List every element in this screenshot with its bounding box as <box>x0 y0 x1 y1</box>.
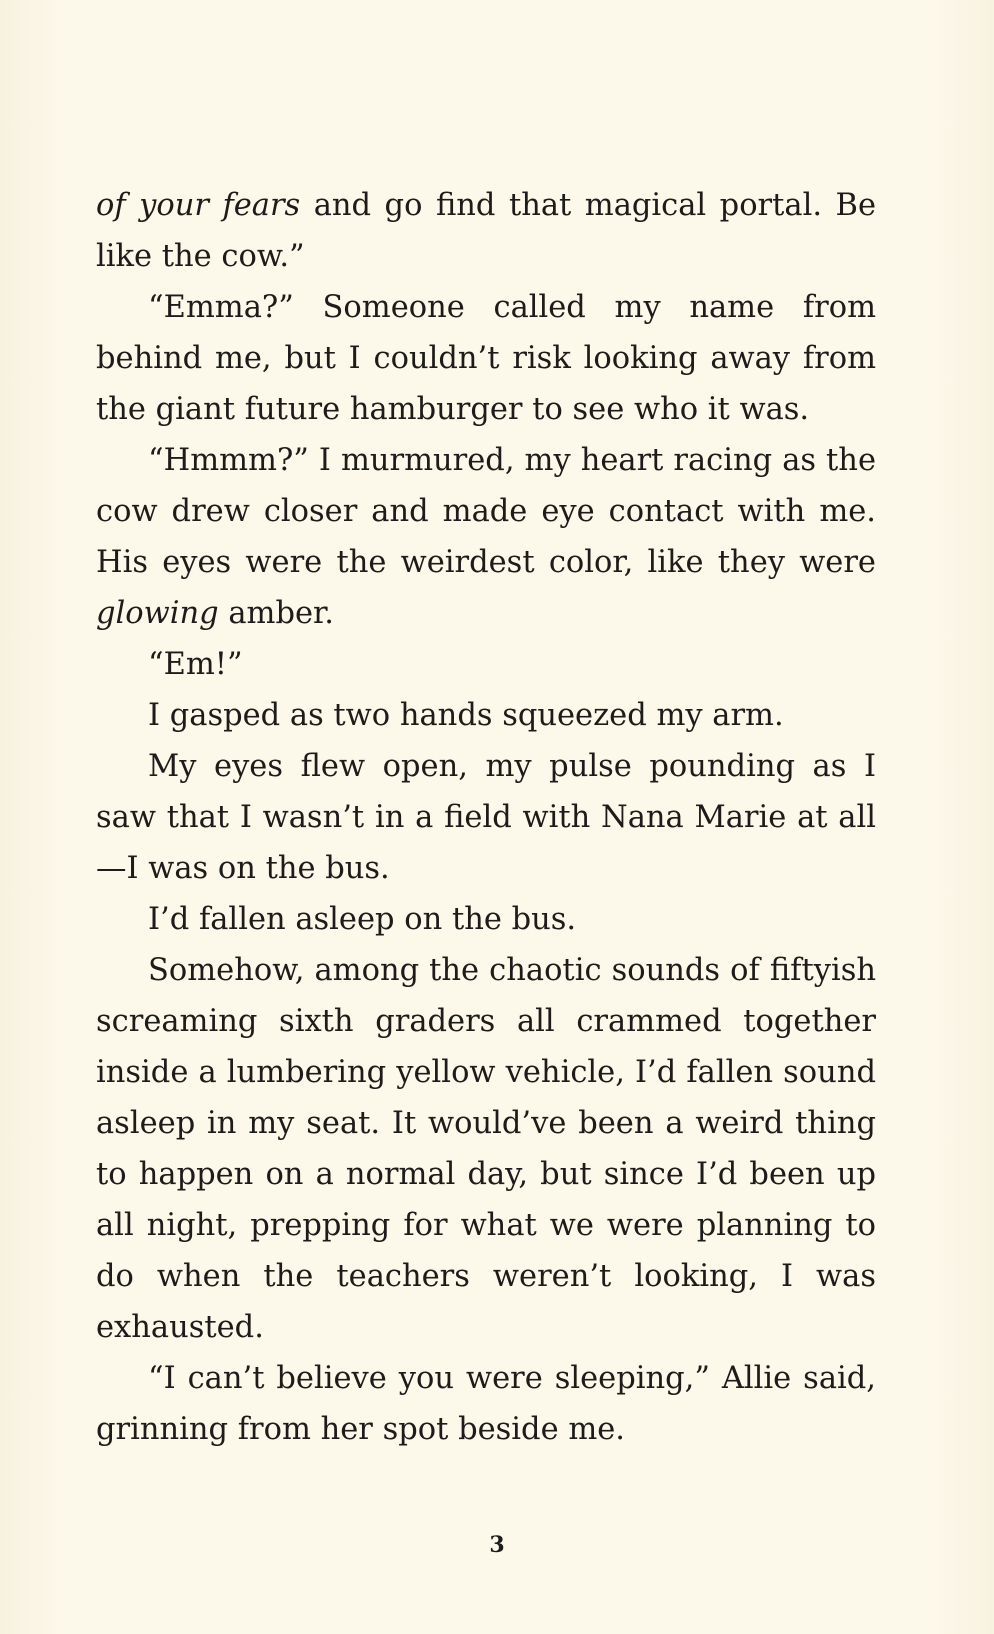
paragraph-text: I gasped as two hands squeezed my arm. <box>148 698 784 733</box>
paragraph-text: “Em!” <box>148 647 243 682</box>
paragraph-text: “I can’t believe you were sleeping,” Allie said, grinning from her spot beside me. <box>96 1361 876 1447</box>
paragraph <box>96 180 876 282</box>
paragraph-text: Somehow, among the chaotic sounds of fiftyish screaming sixth graders all crammed together inside a lumbering yellow vehicle, I’d fallen sound asleep in my seat. It would’ve been a weird thing to happen on a normal day, but since I’d been up all night, prepping for what we were planning to do when the teachers weren’t looking, I was exhausted. <box>96 953 876 1345</box>
body-text <box>96 180 876 1455</box>
italic-text: of your fears <box>96 188 301 223</box>
paragraph <box>96 945 876 1353</box>
paragraph <box>96 282 876 435</box>
paragraph-text: I’d fallen asleep on the bus. <box>148 902 577 937</box>
paragraph <box>96 639 876 690</box>
italic-text: glowing <box>96 596 219 631</box>
paragraph <box>96 690 876 741</box>
paragraph-text: and go find that magical portal. Be like the cow.” <box>96 188 876 274</box>
paragraph-text: amber. <box>218 596 334 631</box>
paragraph-text: “Emma?” Someone called my name from behind me, but I couldn’t risk looking away from the giant future hamburger to see who it was. <box>96 290 876 427</box>
paragraph <box>96 435 876 639</box>
paragraph <box>96 741 876 894</box>
page-number: 3 <box>489 1532 505 1558</box>
paragraph <box>96 894 876 945</box>
paragraph-text: My eyes flew open, my pulse pounding as I saw that I wasn’t in a field with Nana Marie at all—I was on the bus. <box>96 749 876 886</box>
paragraph <box>96 1353 876 1455</box>
paragraph-text: “Hmmm?” I murmured, my heart racing as the cow drew closer and made eye contact with me. His eyes were the weirdest color, like they were <box>96 443 876 580</box>
